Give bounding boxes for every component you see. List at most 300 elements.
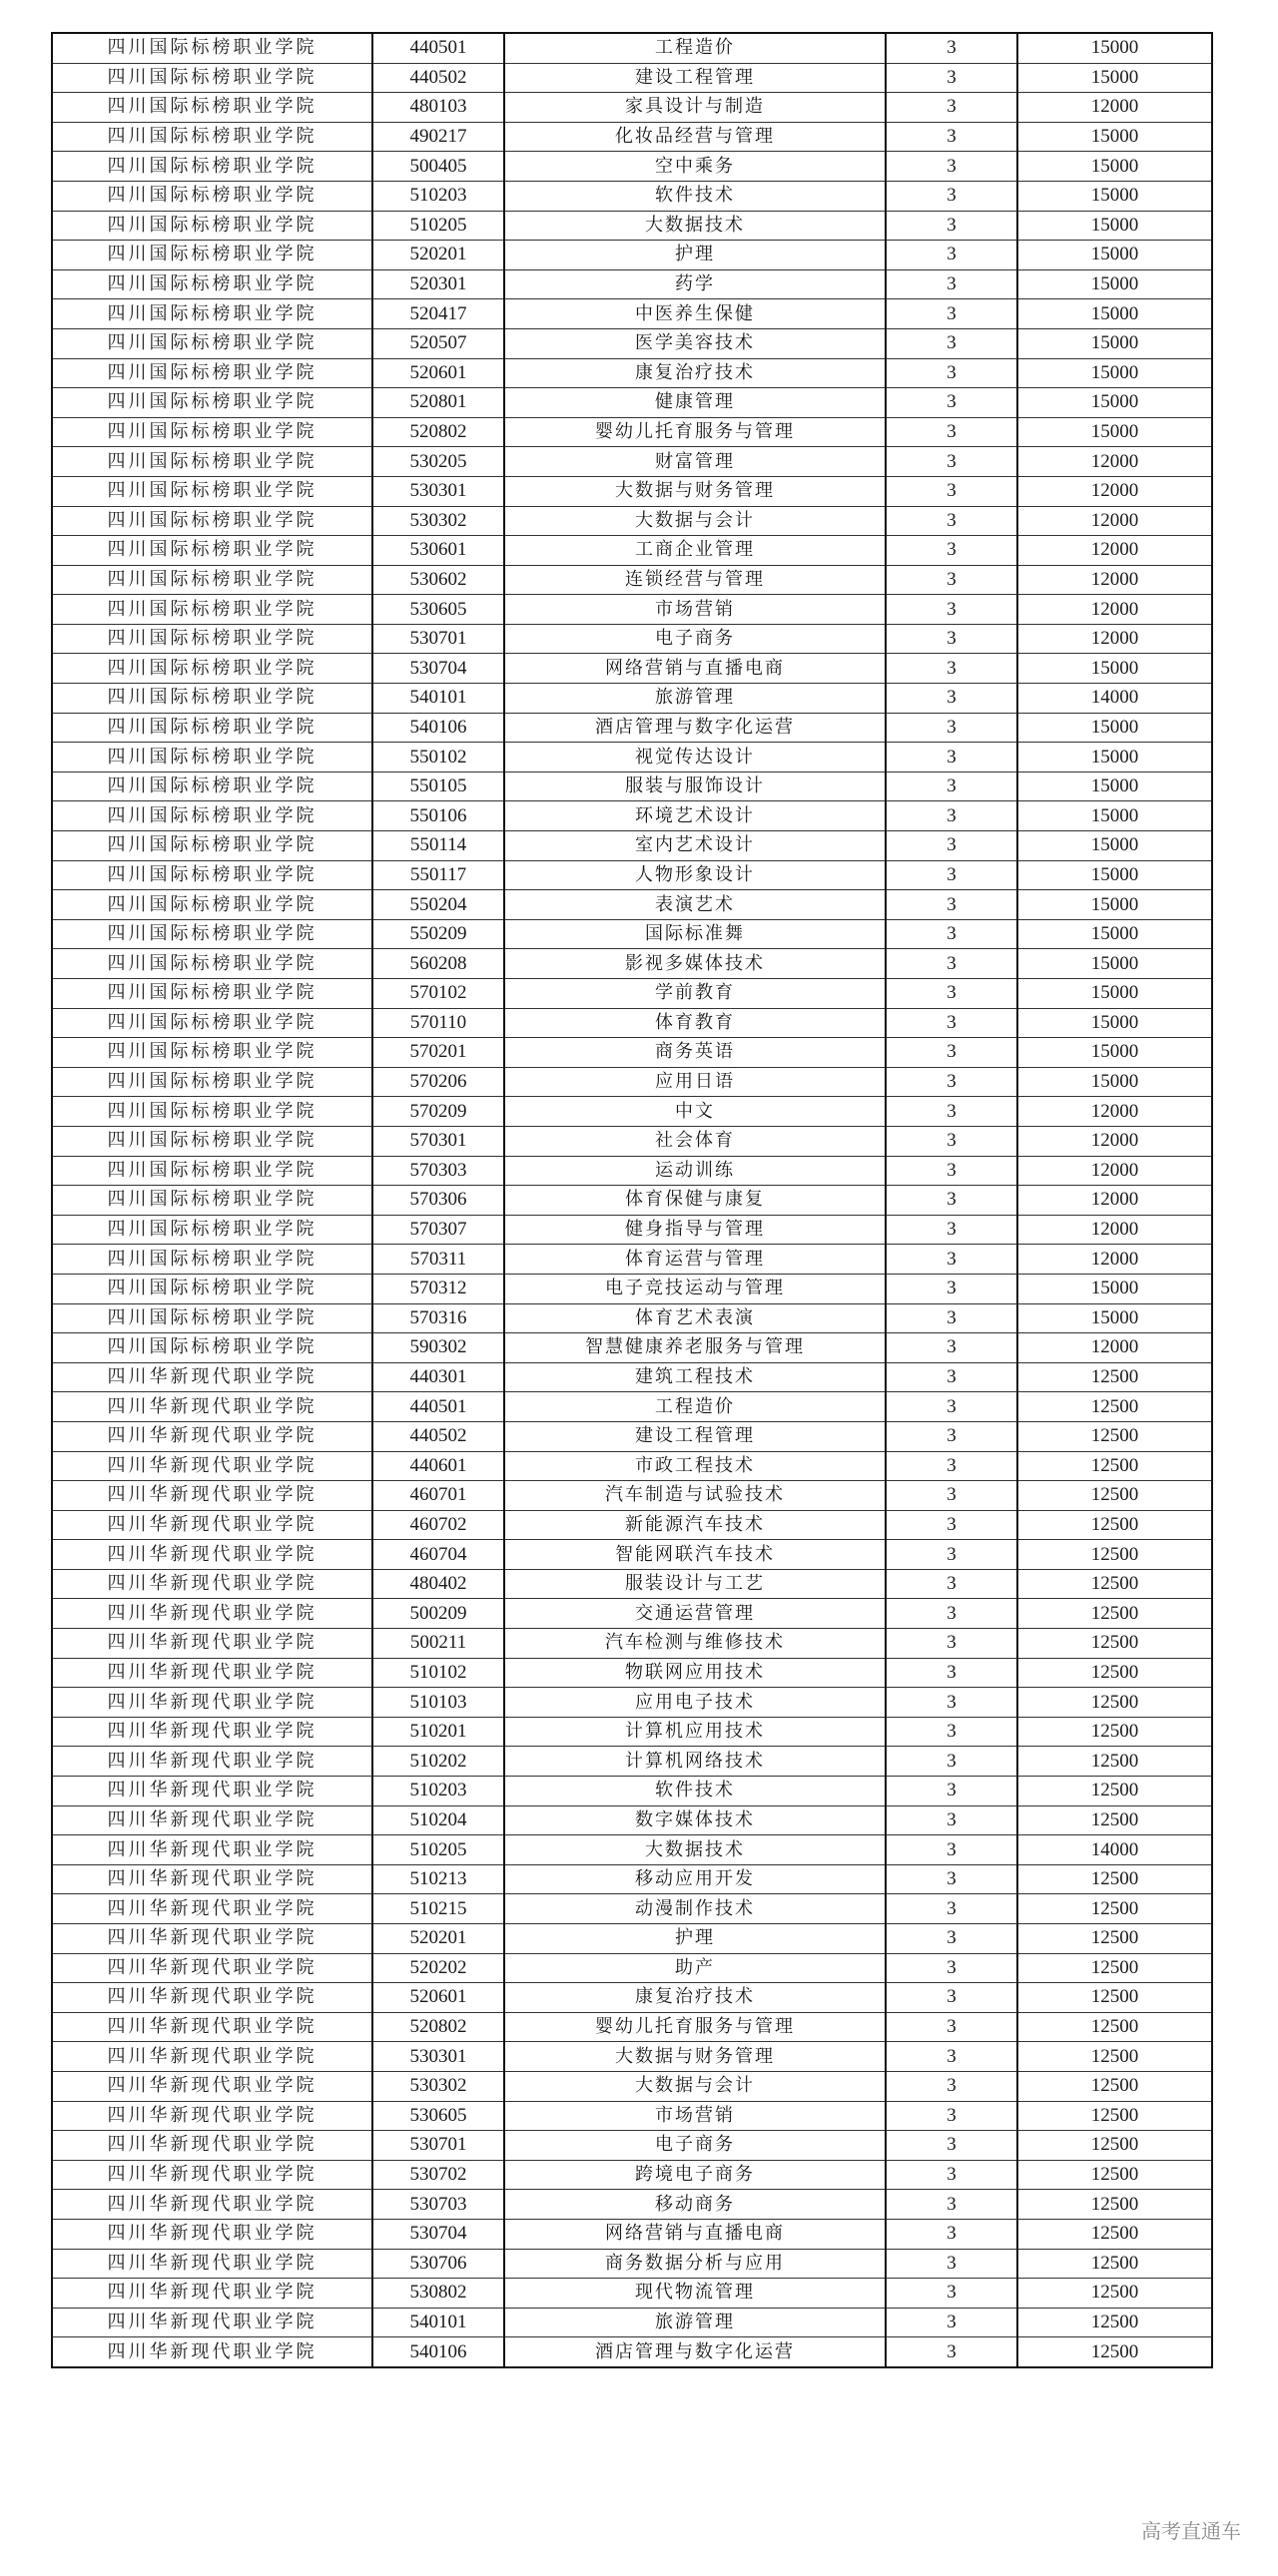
major-name-cell: 电子商务 [504,624,886,654]
table-row [52,919,1212,949]
table-row [52,1629,1212,1659]
tuition-cell: 15000 [1017,211,1212,241]
years-cell: 3 [886,1864,1017,1894]
years-cell: 3 [886,1303,1017,1333]
school-name-cell: 四川国际标榜职业学院 [52,684,372,714]
school-name-cell: 四川国际标榜职业学院 [52,328,372,358]
tuition-cell: 12500 [1017,1540,1212,1570]
major-name-cell: 工程造价 [504,1392,886,1422]
major-code-cell: 520802 [372,417,504,447]
years-cell: 3 [886,1392,1017,1422]
major-code-cell: 570316 [372,1303,504,1333]
table-row [52,1245,1212,1275]
table-row [52,1481,1212,1511]
school-name-cell: 四川华新现代职业学院 [52,1362,372,1392]
major-code-cell: 530702 [372,2160,504,2190]
major-name-cell: 物联网应用技术 [504,1658,886,1688]
table-row [52,211,1212,241]
tuition-cell: 12000 [1017,1245,1212,1275]
years-cell: 3 [886,1481,1017,1511]
school-name-cell: 四川华新现代职业学院 [52,2012,372,2042]
school-name-cell: 四川华新现代职业学院 [52,1688,372,1718]
years-cell: 3 [886,1215,1017,1245]
major-name-cell: 市场营销 [504,2101,886,2131]
school-name-cell: 四川华新现代职业学院 [52,2190,372,2220]
major-name-cell: 数字媒体技术 [504,1805,886,1835]
tuition-cell: 15000 [1017,388,1212,418]
major-code-cell: 510205 [372,211,504,241]
major-name-cell: 汽车检测与维修技术 [504,1629,886,1659]
major-code-cell: 510215 [372,1894,504,1924]
major-code-cell: 530605 [372,595,504,625]
table-row [52,2190,1212,2220]
major-name-cell: 家具设计与制造 [504,93,886,123]
major-name-cell: 商务数据分析与应用 [504,2249,886,2279]
table-row [52,299,1212,329]
major-name-cell: 智能网联汽车技术 [504,1540,886,1570]
major-name-cell: 视觉传达设计 [504,743,886,773]
tuition-cell: 15000 [1017,299,1212,329]
major-code-cell: 510203 [372,1777,504,1806]
major-name-cell: 体育保健与康复 [504,1186,886,1216]
major-name-cell: 康复治疗技术 [504,358,886,388]
school-name-cell: 四川国际标榜职业学院 [52,241,372,270]
major-name-cell: 室内艺术设计 [504,831,886,861]
major-code-cell: 510205 [372,1835,504,1865]
tuition-cell: 12500 [1017,1658,1212,1688]
years-cell: 3 [886,801,1017,831]
years-cell: 3 [886,1747,1017,1777]
years-cell: 3 [886,1924,1017,1954]
major-name-cell: 医学美容技术 [504,328,886,358]
major-name-cell: 应用电子技术 [504,1688,886,1718]
years-cell: 3 [886,713,1017,743]
school-name-cell: 四川华新现代职业学院 [52,2279,372,2309]
years-cell: 3 [886,772,1017,801]
years-cell: 3 [886,1097,1017,1127]
tuition-cell: 12500 [1017,1777,1212,1806]
tuition-cell: 12500 [1017,1894,1212,1924]
table-row [52,241,1212,270]
major-name-cell: 大数据与财务管理 [504,476,886,506]
years-cell: 3 [886,1156,1017,1186]
school-name-cell: 四川国际标榜职业学院 [52,1333,372,1363]
table-row [52,1362,1212,1392]
major-name-cell: 护理 [504,241,886,270]
school-name-cell: 四川华新现代职业学院 [52,2131,372,2161]
major-code-cell: 520507 [372,328,504,358]
major-name-cell: 康复治疗技术 [504,1983,886,2013]
major-code-cell: 550117 [372,860,504,890]
table-row [52,388,1212,418]
major-name-cell: 大数据技术 [504,1835,886,1865]
tuition-cell: 12500 [1017,2012,1212,2042]
tuition-cell: 12500 [1017,1629,1212,1659]
table-row [52,122,1212,152]
years-cell: 3 [886,1629,1017,1659]
years-cell: 3 [886,1805,1017,1835]
school-name-cell: 四川华新现代职业学院 [52,2042,372,2072]
tuition-cell: 15000 [1017,949,1212,979]
tuition-cell: 12000 [1017,1126,1212,1156]
school-name-cell: 四川国际标榜职业学院 [52,1245,372,1275]
major-code-cell: 440501 [372,1392,504,1422]
school-name-cell: 四川华新现代职业学院 [52,1540,372,1570]
major-code-cell: 570311 [372,1245,504,1275]
table-row [52,2131,1212,2161]
table-row [52,181,1212,211]
table-row [52,1156,1212,1186]
table-row [52,743,1212,773]
table-row [52,2219,1212,2249]
table-row [52,831,1212,861]
school-name-cell: 四川国际标榜职业学院 [52,624,372,654]
school-name-cell: 四川国际标榜职业学院 [52,1067,372,1097]
major-name-cell: 移动商务 [504,2190,886,2220]
major-name-cell: 工程造价 [504,33,886,63]
major-code-cell: 520801 [372,388,504,418]
years-cell: 3 [886,2101,1017,2131]
major-code-cell: 530701 [372,624,504,654]
years-cell: 3 [886,2160,1017,2190]
tuition-cell: 12500 [1017,2337,1212,2367]
tuition-cell: 12000 [1017,447,1212,477]
tuition-cell: 12000 [1017,536,1212,566]
school-name-cell: 四川国际标榜职业学院 [52,1126,372,1156]
school-name-cell: 四川国际标榜职业学院 [52,63,372,93]
tuition-cell: 12000 [1017,1333,1212,1363]
major-name-cell: 移动应用开发 [504,1864,886,1894]
years-cell: 3 [886,2279,1017,2309]
years-cell: 3 [886,1451,1017,1481]
major-name-cell: 药学 [504,269,886,299]
table-row [52,1510,1212,1540]
tuition-cell: 12000 [1017,595,1212,625]
major-code-cell: 510213 [372,1864,504,1894]
table-row [52,63,1212,93]
table-row [52,1599,1212,1629]
tuition-cell: 12500 [1017,1983,1212,2013]
major-code-cell: 520417 [372,299,504,329]
major-name-cell: 国际标准舞 [504,919,886,949]
table-row [52,447,1212,477]
major-name-cell: 工商企业管理 [504,536,886,566]
years-cell: 3 [886,654,1017,684]
school-name-cell: 四川国际标榜职业学院 [52,919,372,949]
tuition-cell: 12500 [1017,2160,1212,2190]
school-name-cell: 四川国际标榜职业学院 [52,152,372,182]
major-code-cell: 490217 [372,122,504,152]
school-name-cell: 四川国际标榜职业学院 [52,979,372,1009]
major-code-cell: 590302 [372,1333,504,1363]
years-cell: 3 [886,1658,1017,1688]
major-code-cell: 540101 [372,684,504,714]
major-code-cell: 570201 [372,1038,504,1068]
major-code-cell: 520301 [372,269,504,299]
major-code-cell: 550114 [372,831,504,861]
school-name-cell: 四川国际标榜职业学院 [52,358,372,388]
tuition-cell: 12000 [1017,1186,1212,1216]
tuition-cell: 12500 [1017,2190,1212,2220]
major-name-cell: 电子竞技运动与管理 [504,1274,886,1303]
tuition-cell: 14000 [1017,684,1212,714]
major-name-cell: 旅游管理 [504,684,886,714]
major-code-cell: 440502 [372,1421,504,1451]
table-body [52,33,1212,2367]
school-name-cell: 四川国际标榜职业学院 [52,476,372,506]
table-row [52,328,1212,358]
school-name-cell: 四川华新现代职业学院 [52,1510,372,1540]
tuition-cell: 15000 [1017,33,1212,63]
table-row [52,1777,1212,1806]
years-cell: 3 [886,1274,1017,1303]
tuition-cell: 12500 [1017,1688,1212,1718]
school-name-cell: 四川国际标榜职业学院 [52,801,372,831]
tuition-cell: 12000 [1017,476,1212,506]
major-code-cell: 530704 [372,2219,504,2249]
years-cell: 3 [886,1983,1017,2013]
table-row [52,93,1212,123]
school-name-cell: 四川国际标榜职业学院 [52,211,372,241]
years-cell: 3 [886,860,1017,890]
years-cell: 3 [886,1569,1017,1599]
major-code-cell: 500211 [372,1629,504,1659]
school-name-cell: 四川华新现代职业学院 [52,2101,372,2131]
major-code-cell: 530602 [372,565,504,595]
table-row [52,2012,1212,2042]
school-name-cell: 四川国际标榜职业学院 [52,447,372,477]
major-code-cell: 530605 [372,2101,504,2131]
school-name-cell: 四川华新现代职业学院 [52,1421,372,1451]
tuition-cell: 12000 [1017,506,1212,536]
school-name-cell: 四川国际标榜职业学院 [52,772,372,801]
major-name-cell: 建筑工程技术 [504,1362,886,1392]
table-row [52,2279,1212,2309]
years-cell: 3 [886,476,1017,506]
table-row [52,2249,1212,2279]
major-code-cell: 510202 [372,1747,504,1777]
tuition-cell: 15000 [1017,801,1212,831]
school-name-cell: 四川国际标榜职业学院 [52,1303,372,1333]
school-name-cell: 四川国际标榜职业学院 [52,269,372,299]
years-cell: 3 [886,1038,1017,1068]
table-row [52,1805,1212,1835]
tuition-cell: 12500 [1017,1599,1212,1629]
school-name-cell: 四川国际标榜职业学院 [52,860,372,890]
years-cell: 3 [886,1777,1017,1806]
table-row [52,1953,1212,1983]
major-name-cell: 健康管理 [504,388,886,418]
table-row [52,1894,1212,1924]
years-cell: 3 [886,33,1017,63]
tuition-cell: 15000 [1017,63,1212,93]
major-name-cell: 建设工程管理 [504,63,886,93]
years-cell: 3 [886,1599,1017,1629]
major-code-cell: 570102 [372,979,504,1009]
major-code-cell: 520201 [372,241,504,270]
major-name-cell: 运动训练 [504,1156,886,1186]
table-row [52,536,1212,566]
tuition-cell: 12500 [1017,1362,1212,1392]
years-cell: 3 [886,2190,1017,2220]
tuition-cell: 15000 [1017,241,1212,270]
major-code-cell: 520601 [372,1983,504,2013]
school-name-cell: 四川国际标榜职业学院 [52,890,372,920]
tuition-cell: 12500 [1017,1747,1212,1777]
table-row [52,2160,1212,2190]
major-name-cell: 酒店管理与数字化运营 [504,713,886,743]
major-name-cell: 婴幼儿托育服务与管理 [504,2012,886,2042]
school-name-cell: 四川华新现代职业学院 [52,1569,372,1599]
table-row [52,1924,1212,1954]
years-cell: 3 [886,93,1017,123]
major-code-cell: 510204 [372,1805,504,1835]
tuition-cell: 15000 [1017,1067,1212,1097]
tuition-cell: 15000 [1017,713,1212,743]
major-name-cell: 表演艺术 [504,890,886,920]
years-cell: 3 [886,1245,1017,1275]
school-name-cell: 四川华新现代职业学院 [52,1481,372,1511]
major-code-cell: 570312 [372,1274,504,1303]
table-row [52,1126,1212,1156]
school-name-cell: 四川国际标榜职业学院 [52,595,372,625]
school-name-cell: 四川国际标榜职业学院 [52,713,372,743]
major-code-cell: 540101 [372,2308,504,2337]
major-name-cell: 体育运营与管理 [504,1245,886,1275]
years-cell: 3 [886,1421,1017,1451]
major-code-cell: 520201 [372,1924,504,1954]
years-cell: 3 [886,241,1017,270]
major-name-cell: 应用日语 [504,1067,886,1097]
table-row [52,684,1212,714]
table-row [52,1421,1212,1451]
major-code-cell: 530601 [372,536,504,566]
major-code-cell: 440502 [372,63,504,93]
school-name-cell: 四川国际标榜职业学院 [52,417,372,447]
tuition-cell: 15000 [1017,654,1212,684]
major-code-cell: 570301 [372,1126,504,1156]
school-name-cell: 四川国际标榜职业学院 [52,122,372,152]
major-name-cell: 交通运营管理 [504,1599,886,1629]
table-row [52,860,1212,890]
school-name-cell: 四川国际标榜职业学院 [52,743,372,773]
years-cell: 3 [886,1688,1017,1718]
table-row [52,1097,1212,1127]
table-row [52,1186,1212,1216]
major-code-cell: 550204 [372,890,504,920]
major-name-cell: 市场营销 [504,595,886,625]
table-row [52,2042,1212,2072]
major-code-cell: 570303 [372,1156,504,1186]
major-name-cell: 连锁经营与管理 [504,565,886,595]
school-name-cell: 四川华新现代职业学院 [52,1983,372,2013]
years-cell: 3 [886,1894,1017,1924]
tuition-cell: 12500 [1017,2131,1212,2161]
major-name-cell: 动漫制作技术 [504,1894,886,1924]
major-name-cell: 影视多媒体技术 [504,949,886,979]
major-name-cell: 电子商务 [504,2131,886,2161]
school-name-cell: 四川华新现代职业学院 [52,1717,372,1747]
major-name-cell: 体育教育 [504,1008,886,1038]
major-name-cell: 大数据与会计 [504,2071,886,2101]
school-name-cell: 四川华新现代职业学院 [52,2249,372,2279]
table-row [52,1658,1212,1688]
tuition-cell: 12500 [1017,2219,1212,2249]
tuition-cell: 12500 [1017,1421,1212,1451]
tuition-cell: 12500 [1017,1451,1212,1481]
school-name-cell: 四川国际标榜职业学院 [52,831,372,861]
major-name-cell: 中文 [504,1097,886,1127]
school-name-cell: 四川华新现代职业学院 [52,2308,372,2337]
table-row [52,1067,1212,1097]
years-cell: 3 [886,1953,1017,1983]
tuition-cell: 15000 [1017,181,1212,211]
years-cell: 3 [886,1540,1017,1570]
school-name-cell: 四川华新现代职业学院 [52,1805,372,1835]
school-name-cell: 四川国际标榜职业学院 [52,299,372,329]
tuition-cell: 12500 [1017,2249,1212,2279]
table-row [52,624,1212,654]
tuition-cell: 15000 [1017,1303,1212,1333]
tuition-cell: 15000 [1017,328,1212,358]
years-cell: 3 [886,2337,1017,2367]
years-cell: 3 [886,181,1017,211]
major-code-cell: 530302 [372,506,504,536]
years-cell: 3 [886,2131,1017,2161]
table-row [52,1215,1212,1245]
major-code-cell: 530301 [372,2042,504,2072]
tuition-cell: 12500 [1017,1481,1212,1511]
major-code-cell: 510103 [372,1688,504,1718]
major-name-cell: 软件技术 [504,1777,886,1806]
table-row [52,1717,1212,1747]
table-row [52,2337,1212,2367]
major-code-cell: 530301 [372,476,504,506]
tuition-cell: 12500 [1017,1953,1212,1983]
years-cell: 3 [886,831,1017,861]
table-row [52,949,1212,979]
table-row [52,595,1212,625]
school-name-cell: 四川华新现代职业学院 [52,1864,372,1894]
years-cell: 3 [886,624,1017,654]
major-name-cell: 空中乘务 [504,152,886,182]
tuition-cell: 12500 [1017,1717,1212,1747]
tuition-cell: 15000 [1017,979,1212,1009]
school-name-cell: 四川华新现代职业学院 [52,2337,372,2367]
table-row [52,476,1212,506]
major-name-cell: 软件技术 [504,181,886,211]
years-cell: 3 [886,1717,1017,1747]
major-name-cell: 婴幼儿托育服务与管理 [504,417,886,447]
major-code-cell: 480103 [372,93,504,123]
major-code-cell: 540106 [372,713,504,743]
major-name-cell: 中医养生保健 [504,299,886,329]
major-code-cell: 500405 [372,152,504,182]
tuition-cell: 15000 [1017,919,1212,949]
school-name-cell: 四川华新现代职业学院 [52,1924,372,1954]
major-name-cell: 新能源汽车技术 [504,1510,886,1540]
major-name-cell: 助产 [504,1953,886,1983]
major-code-cell: 530802 [372,2279,504,2309]
table-row [52,1983,1212,2013]
major-code-cell: 520202 [372,1953,504,1983]
major-code-cell: 510201 [372,1717,504,1747]
tuition-cell: 12500 [1017,2101,1212,2131]
major-name-cell: 跨境电子商务 [504,2160,886,2190]
years-cell: 3 [886,1835,1017,1865]
tuition-cell: 12000 [1017,565,1212,595]
tuition-cell: 15000 [1017,358,1212,388]
